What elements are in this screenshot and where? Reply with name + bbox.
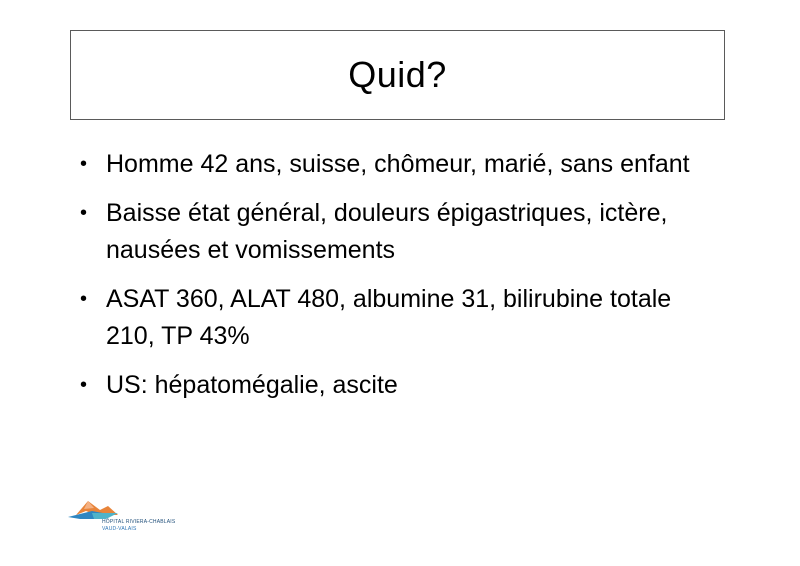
bullet-icon: • xyxy=(80,202,88,224)
hospital-logo-icon xyxy=(66,497,178,521)
bullet-icon: • xyxy=(80,374,88,396)
page-title: Quid? xyxy=(348,54,447,95)
bullet-text: US: hépatomégalie, ascite xyxy=(106,371,398,399)
bullet-text: Baisse état général, douleurs épigastriques, ictère, nausées et vomissements xyxy=(106,199,668,264)
title-box xyxy=(70,30,725,120)
list-item xyxy=(78,146,718,183)
logo-text-line2: VAUD-VALAIS xyxy=(102,526,137,532)
bullet-text: ASAT 360, ALAT 480, albumine 31, bilirubine totale 210, TP 43% xyxy=(106,285,672,350)
bullet-icon: • xyxy=(80,288,88,310)
list-item xyxy=(78,281,718,355)
logo-text-line1: HÔPITAL RIVIERA-CHABLAIS xyxy=(102,519,176,525)
bullet-text: Homme 42 ans, suisse, chômeur, marié, sans enfant xyxy=(106,150,690,178)
bullet-list xyxy=(78,146,718,416)
bullet-icon: • xyxy=(80,153,88,175)
list-item xyxy=(78,367,718,404)
list-item xyxy=(78,195,718,269)
hospital-logo xyxy=(66,497,178,537)
